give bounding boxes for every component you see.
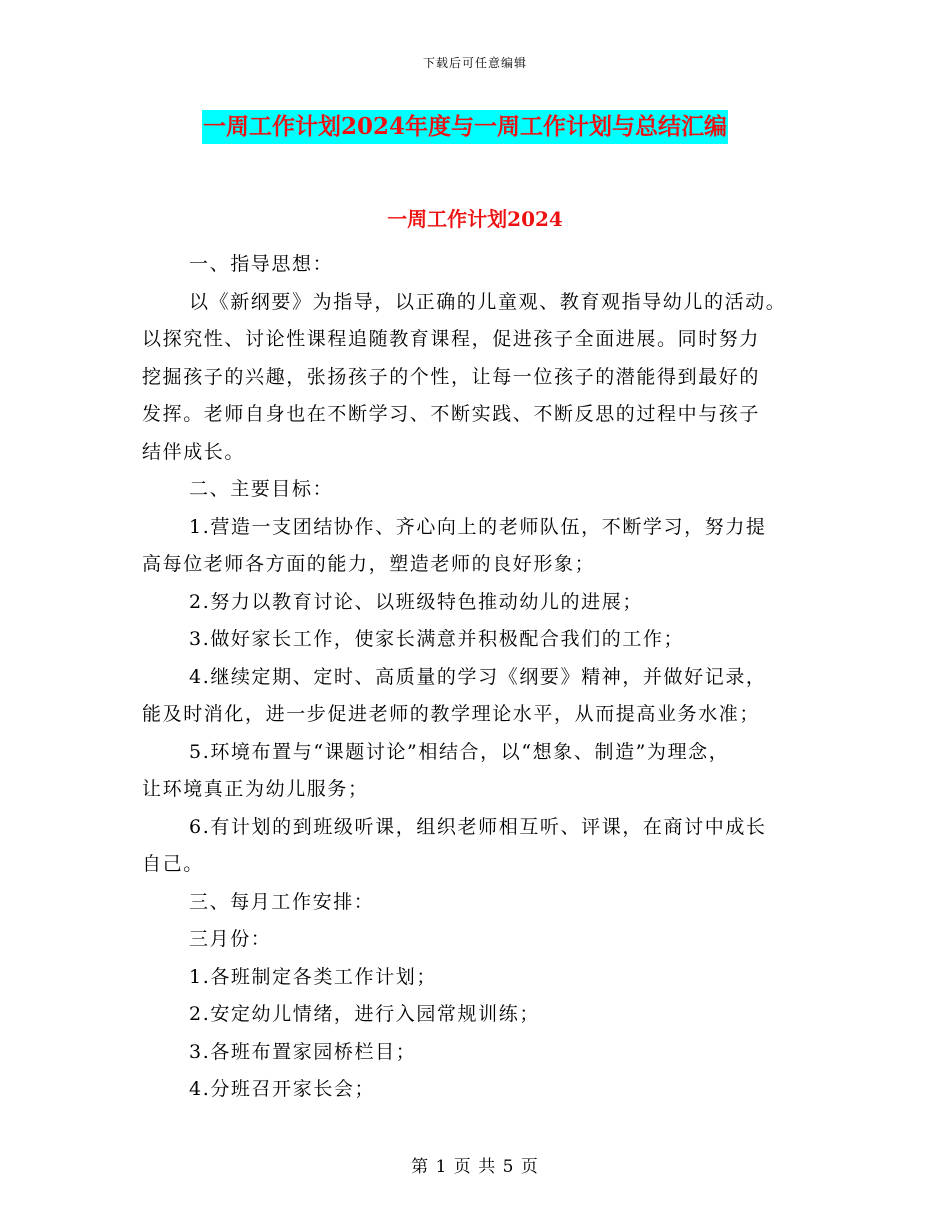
body-line: 一、指导思想：	[189, 253, 334, 275]
body-line: 6.有计划的到班级听课，组织老师相互听、评课，在商讨中成长	[189, 815, 767, 838]
body-line: 4.继续定期、定时、高质量的学习《纲要》精神，并做好记录，	[189, 665, 767, 688]
body-line: 1.各班制定各类工作计划；	[189, 965, 437, 988]
body-line: 2.安定幼儿情绪，进行入园常规训练；	[189, 1003, 540, 1025]
body-line: 以《新纲要》为指导，以正确的儿童观、教育观指导幼儿的活动。	[189, 290, 787, 313]
body-line: 三、每月工作安排：	[189, 890, 375, 913]
body-line: 3.各班布置家园桥栏目；	[189, 1040, 417, 1063]
page-footer: 第 1 页 共 5 页	[411, 1157, 539, 1177]
body-line: 自己。	[142, 853, 204, 875]
body-line: 3.做好家长工作，使家长满意并积极配合我们的工作；	[189, 628, 685, 650]
body-line: 挖掘孩子的兴趣，张扬孩子的个性，让每一位孩子的潜能得到最好的	[142, 365, 761, 388]
body-line: 以探究性、讨论性课程追随教育课程，促进孩子全面进展。同时努力	[142, 328, 761, 350]
body-line: 三月份：	[189, 928, 272, 950]
body-line: 2.努力以教育讨论、以班级特色推动幼儿的进展；	[189, 590, 643, 613]
body-line: 结伴成长。	[142, 440, 246, 463]
main-title: 一周工作计划2024年度与一周工作计划与总结汇编	[202, 110, 728, 144]
main-title-container	[202, 110, 728, 144]
body-line: 二、主要目标：	[189, 478, 334, 500]
body-line: 让环境真正为幼儿服务；	[142, 778, 369, 800]
body-line: 4.分班召开家长会；	[189, 1078, 376, 1100]
body-line: 1.营造一支团结协作、齐心向上的老师队伍，不断学习，努力提	[189, 515, 767, 538]
section-title: 一周工作计划2024	[387, 207, 563, 231]
body-line: 5.环境布置与“课题讨论”相结合，以“想象、制造”为理念，	[189, 740, 730, 763]
body-line: 发挥。老师自身也在不断学习、不断实践、不断反思的过程中与孩子	[142, 403, 761, 425]
body-line: 高每位老师各方面的能力，塑造老师的良好形象；	[142, 553, 596, 575]
body-text	[142, 246, 812, 1109]
header-note: 下载后可任意编辑	[422, 56, 527, 70]
body-line: 能及时消化，进一步促进老师的教学理论水平，从而提高业务水准；	[142, 703, 761, 725]
